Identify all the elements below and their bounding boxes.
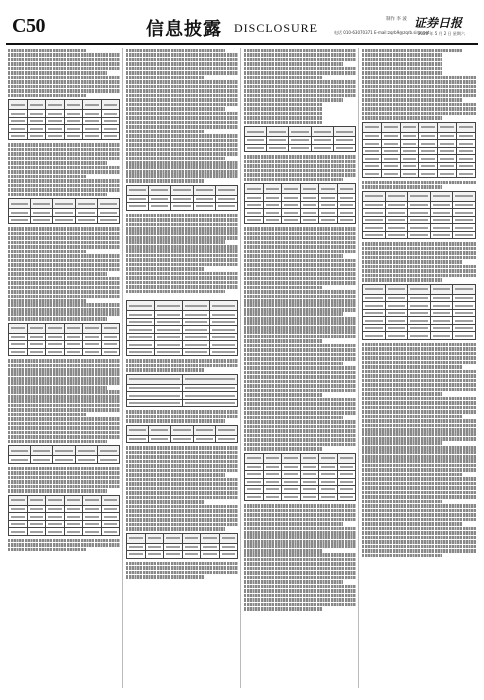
column-2 [126,48,238,688]
column-divider [240,48,241,688]
contact-line: 电话 010-63070371 E-mail:zqrb9@zqrb.sina.net [334,30,430,35]
data-table [244,126,356,152]
data-table [362,191,476,240]
data-table [362,122,476,178]
column-divider [358,48,359,688]
column-3 [244,48,356,688]
column-divider [122,48,123,688]
data-table [126,185,238,211]
data-table [244,183,356,224]
page-number: C50 [12,15,45,37]
masthead [6,14,478,42]
column-4 [362,48,476,688]
issue-date: 2020 年 5 月 2 日 星期六 [418,31,465,36]
data-table [126,300,238,356]
section-title-en: DISCLOSURE [234,21,319,35]
section-title: 信息披露 [146,19,222,40]
column-1 [8,48,120,688]
data-table [8,198,120,224]
data-table [126,374,238,408]
data-table [8,323,120,357]
data-table [362,284,476,340]
data-table [8,495,120,536]
data-table [8,445,120,464]
data-table [8,99,120,140]
newspaper-logo: 证券日报 [414,16,463,30]
data-table [126,425,238,444]
header-rule [6,43,478,45]
editor-line: 制作 李 波 [386,17,407,22]
data-table [126,533,238,559]
data-table [244,453,356,502]
